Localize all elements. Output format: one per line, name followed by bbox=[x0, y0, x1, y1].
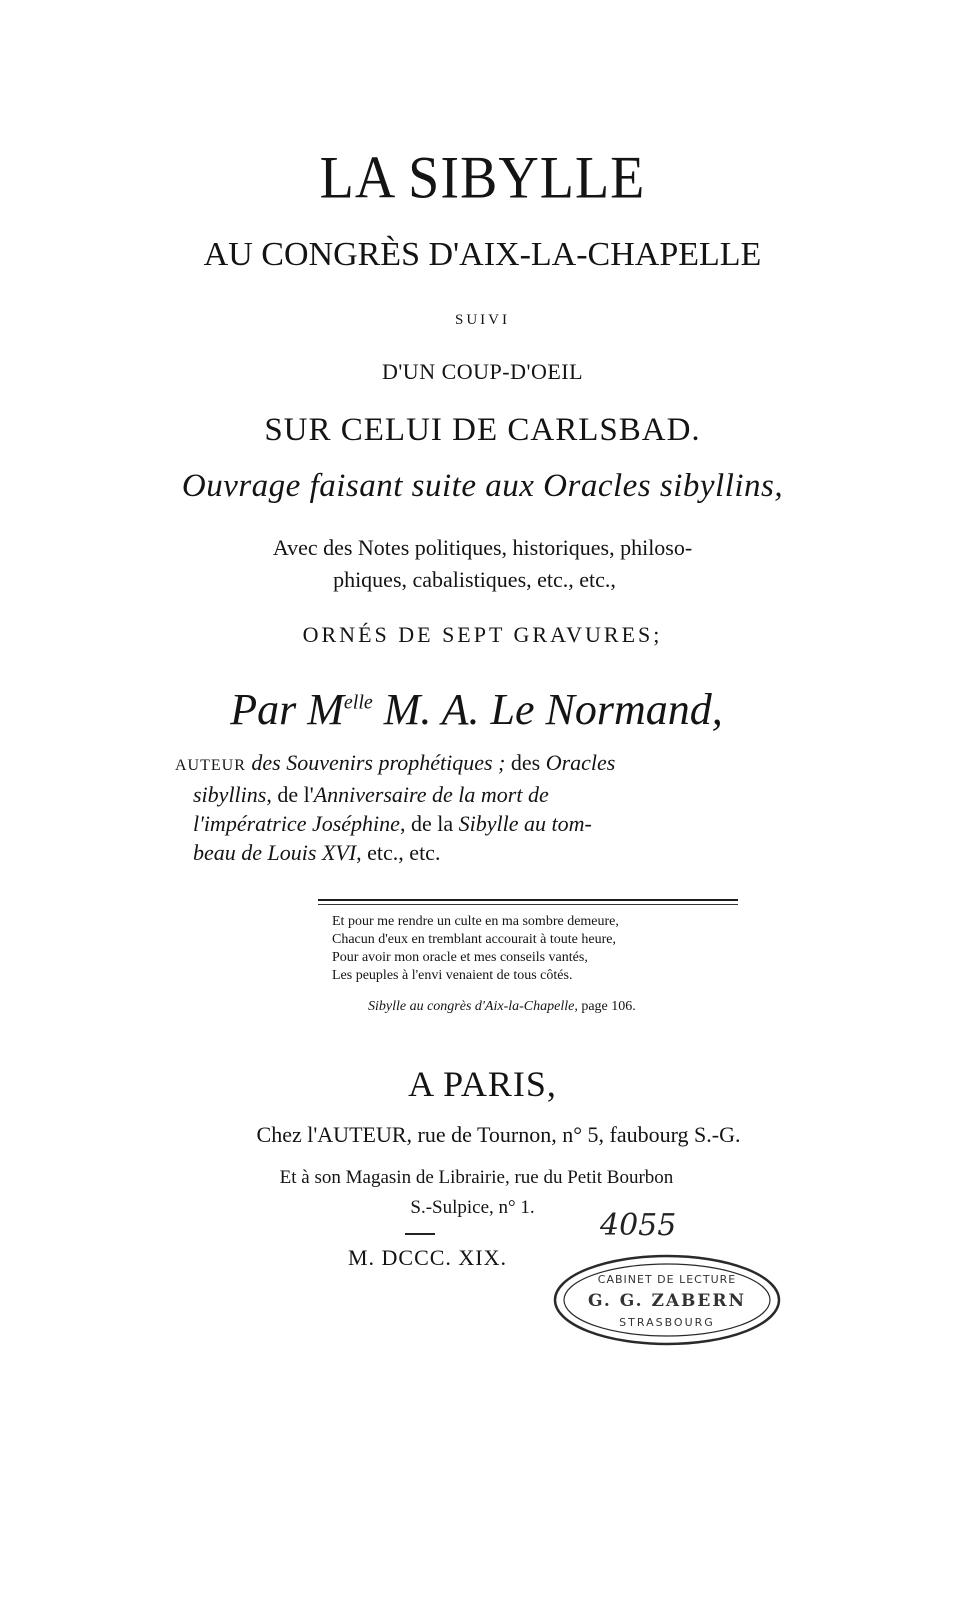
divider-rule-thin bbox=[318, 904, 738, 905]
epigraph-citation bbox=[368, 999, 636, 1015]
carlsbad-line: SUR CELUI DE CARLSBAD. bbox=[264, 412, 701, 448]
works-line-3 bbox=[175, 809, 735, 838]
imprint-date: M. DCCC. XIX. bbox=[347, 1245, 508, 1270]
works-l4-a: beau de Louis XVI bbox=[193, 840, 357, 865]
imprint-place: A PARIS, bbox=[408, 1064, 557, 1104]
stamp-bottom-text: STRASBOURG bbox=[619, 1316, 715, 1329]
stamp-middle-text: G. G. ZABERN bbox=[587, 1291, 747, 1311]
ouvrage-line: Ouvrage faisant suite aux Oracles sibyllins, bbox=[181, 468, 784, 504]
handwritten-shelf-number: 4055 bbox=[600, 1208, 677, 1243]
works-l2-b: , de l' bbox=[266, 782, 314, 807]
citation-work: Sibylle au congrès d'Aix-la-Chapelle, bbox=[368, 999, 578, 1014]
suivi-label: SUIVI bbox=[455, 312, 510, 328]
citation-page: page 106. bbox=[581, 999, 636, 1014]
works-line-4 bbox=[175, 838, 735, 867]
imprint-sulpice: S.-Sulpice, n° 1. bbox=[410, 1197, 535, 1218]
divider-rule-thick bbox=[318, 899, 738, 901]
works-l2-a: sibyllins bbox=[193, 782, 267, 807]
verse-line: Chacun d'eux en tremblant accourait à toute heure, bbox=[332, 932, 616, 947]
imprint-magasin: Et à son Magasin de Librairie, rue du Petit Bourbon bbox=[279, 1167, 674, 1188]
works-l2-c: Anniversaire de la mort de bbox=[313, 782, 549, 807]
verse-line: Les peuples à l'envi venaient de tous côtés. bbox=[332, 968, 573, 983]
author-name: M. A. Le Normand, bbox=[383, 685, 723, 734]
works-line-1 bbox=[175, 748, 735, 780]
notes-line-1: Avec des Notes politiques, historiques, philoso- bbox=[272, 535, 693, 560]
works-l1-b: des bbox=[510, 750, 541, 775]
author-line bbox=[0, 684, 959, 735]
book-title: LA SIBYLLE bbox=[319, 144, 646, 212]
verse-line: Et pour me rendre un culte en ma sombre demeure, bbox=[332, 914, 619, 929]
coup-doeil-line: D'UN COUP-D'OEIL bbox=[381, 359, 584, 384]
works-l1-a: des Souvenirs prophétiques ; bbox=[251, 750, 506, 775]
author-works bbox=[175, 748, 735, 867]
library-stamp bbox=[545, 1205, 785, 1355]
works-l3-c: Sibylle au tom- bbox=[458, 811, 592, 836]
works-l3-b: , de la bbox=[399, 811, 454, 836]
notes-line-2: phiques, cabalistiques, etc., etc., bbox=[333, 567, 616, 592]
stamp-top-text: CABINET DE LECTURE bbox=[597, 1273, 737, 1286]
works-l1-c: Oracles bbox=[545, 750, 616, 775]
ornes-line: ORNÉS DE SEPT GRAVURES; bbox=[302, 622, 663, 647]
works-l3-a: l'impératrice Joséphine bbox=[193, 811, 400, 836]
verse-line: Pour avoir mon oracle et mes conseils vantés, bbox=[332, 950, 588, 965]
author-sup: elle bbox=[343, 691, 373, 714]
works-line-2 bbox=[175, 780, 735, 809]
imprint-chez: Chez l'AUTEUR, rue de Tournon, n° 5, faubourg S.-G. bbox=[256, 1122, 741, 1147]
imprint-dash bbox=[405, 1233, 435, 1235]
author-prefix: Par M bbox=[230, 685, 344, 734]
works-l4-b: , etc., etc. bbox=[356, 840, 441, 865]
book-subtitle: AU CONGRÈS D'AIX-LA-CHAPELLE bbox=[203, 236, 762, 273]
epigraph-verse bbox=[332, 913, 619, 985]
auteur-label: AUTEUR bbox=[175, 757, 246, 774]
